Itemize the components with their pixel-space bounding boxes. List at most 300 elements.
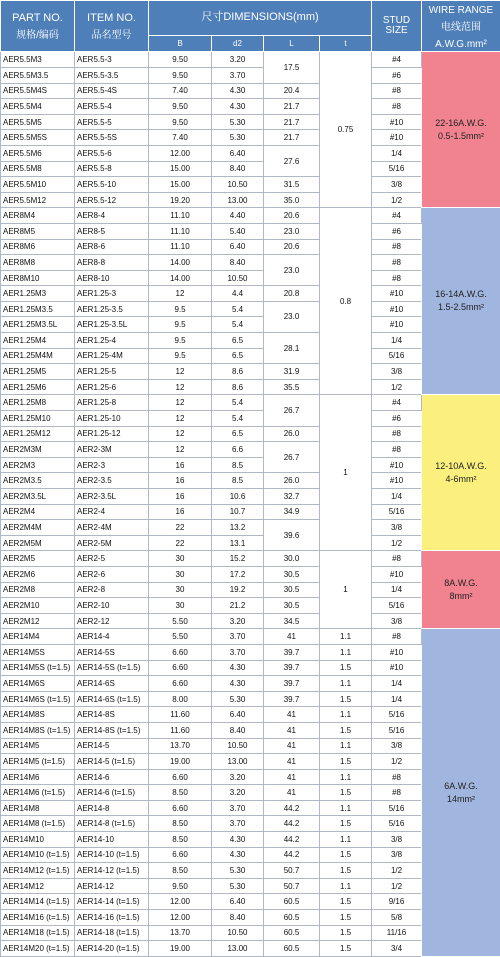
t-cell: 1: [320, 395, 372, 551]
item-no-cell: AER14-14 (t=1.5): [75, 894, 149, 910]
part-no-cell: AER8M5: [1, 223, 75, 239]
stud-size-cell: #10: [372, 286, 422, 302]
part-no-cell: AER2M4M: [1, 520, 75, 536]
b-cell: 9.50: [149, 99, 212, 115]
header-t: t: [320, 36, 372, 52]
l-cell: 20.6: [264, 208, 320, 224]
wire-range-cell: [422, 208, 500, 395]
part-no-cell: AER1.25M10: [1, 411, 75, 427]
part-no-cell: AER14M20 (t=1.5): [1, 941, 75, 957]
stud-size-cell: 1/4: [372, 145, 422, 161]
item-no-cell: AER1.25-8: [75, 395, 149, 411]
stud-size-cell: 1/2: [372, 863, 422, 879]
l-cell: 23.0: [264, 255, 320, 286]
wire-mm2: 0.5-1.5mm²: [422, 130, 500, 143]
l-cell: 41: [264, 754, 320, 770]
wire-awg: 16-14A.W.G.: [422, 288, 500, 301]
l-cell: 35.0: [264, 192, 320, 208]
item-no-cell: AER14-6 (t=1.5): [75, 785, 149, 801]
d2-cell: 5.4: [212, 411, 264, 427]
l-cell: 20.4: [264, 83, 320, 99]
stud-size-cell: 5/16: [372, 504, 422, 520]
part-no-cell: AER14M6: [1, 769, 75, 785]
l-cell: 31.9: [264, 364, 320, 380]
l-cell: 35.5: [264, 379, 320, 395]
l-cell: 31.5: [264, 177, 320, 193]
b-cell: 16: [149, 504, 212, 520]
stud-size-cell: #8: [372, 270, 422, 286]
item-no-cell: AER1.25-12: [75, 426, 149, 442]
part-no-cell: AER2M10: [1, 598, 75, 614]
b-cell: 16: [149, 457, 212, 473]
t-cell: 1.5: [320, 816, 372, 832]
item-no-cell: AER14-5 (t=1.5): [75, 754, 149, 770]
part-no-cell: AER14M4: [1, 629, 75, 645]
d2-cell: 3.20: [212, 52, 264, 68]
t-cell: 1.1: [320, 878, 372, 894]
part-no-cell: AER8M8: [1, 255, 75, 271]
d2-cell: 13.2: [212, 520, 264, 536]
part-no-cell: AER2M5: [1, 551, 75, 567]
d2-cell: 5.30: [212, 863, 264, 879]
l-cell: 60.5: [264, 941, 320, 957]
b-cell: 6.60: [149, 800, 212, 816]
b-cell: 9.5: [149, 333, 212, 349]
b-cell: 12: [149, 395, 212, 411]
wire-awg: 22-16A.W.G.: [422, 117, 500, 130]
stud-size-cell: 1/4: [372, 582, 422, 598]
t-cell: 1.5: [320, 785, 372, 801]
stud-size-cell: 11/16: [372, 925, 422, 941]
stud-size-cell: #8: [372, 99, 422, 115]
d2-cell: 4.30: [212, 847, 264, 863]
item-no-cell: AER5.5-10: [75, 177, 149, 193]
stud-size-cell: 1/2: [372, 878, 422, 894]
item-no-cell: AER5.5-5: [75, 114, 149, 130]
wire-mm2: 8mm²: [422, 590, 500, 603]
l-cell: 30.5: [264, 598, 320, 614]
b-cell: 8.50: [149, 816, 212, 832]
b-cell: 12: [149, 411, 212, 427]
wire-range-cell: [422, 52, 500, 208]
part-no-cell: AER14M6 (t=1.5): [1, 785, 75, 801]
b-cell: 12: [149, 364, 212, 380]
part-no-cell: AER14M5S (t=1.5): [1, 660, 75, 676]
d2-cell: 13.00: [212, 941, 264, 957]
item-no-cell: AER2-5M: [75, 535, 149, 551]
stud-size-cell: 1/2: [372, 754, 422, 770]
d2-cell: 5.30: [212, 691, 264, 707]
l-cell: 34.5: [264, 613, 320, 629]
item-no-cell: AER14-5S (t=1.5): [75, 660, 149, 676]
table-row: [1, 208, 500, 224]
b-cell: 11.60: [149, 707, 212, 723]
l-cell: 20.8: [264, 286, 320, 302]
item-no-cell: AER1.25-3.5L: [75, 317, 149, 333]
stud-size-cell: 5/16: [372, 816, 422, 832]
d2-cell: 10.50: [212, 925, 264, 941]
b-cell: 9.5: [149, 348, 212, 364]
part-no-cell: AER14M5 (t=1.5): [1, 754, 75, 770]
part-no-cell: AER5.5M8: [1, 161, 75, 177]
item-no-cell: AER1.25-10: [75, 411, 149, 427]
item-no-cell: AER5.5-4S: [75, 83, 149, 99]
wire-awg: 12-10A.W.G.: [422, 460, 500, 473]
d2-cell: 13.00: [212, 754, 264, 770]
d2-cell: 5.4: [212, 317, 264, 333]
d2-cell: 8.5: [212, 457, 264, 473]
part-no-cell: AER5.5M3.5: [1, 67, 75, 83]
item-no-cell: AER2-3.5L: [75, 489, 149, 505]
d2-cell: 6.40: [212, 239, 264, 255]
l-cell: 39.7: [264, 644, 320, 660]
stud-size-cell: 5/16: [372, 598, 422, 614]
item-no-cell: AER5.5-5S: [75, 130, 149, 146]
d2-cell: 3.20: [212, 613, 264, 629]
l-cell: 50.7: [264, 878, 320, 894]
l-cell: 60.5: [264, 925, 320, 941]
d2-cell: 3.70: [212, 816, 264, 832]
b-cell: 9.5: [149, 317, 212, 333]
b-cell: 12: [149, 379, 212, 395]
d2-cell: 17.2: [212, 566, 264, 582]
stud-size-cell: #10: [372, 457, 422, 473]
l-cell: 26.0: [264, 473, 320, 489]
d2-cell: 4.30: [212, 99, 264, 115]
l-cell: 44.2: [264, 847, 320, 863]
b-cell: 9.50: [149, 52, 212, 68]
l-cell: 41: [264, 785, 320, 801]
item-no-cell: AER14-5S: [75, 644, 149, 660]
d2-cell: 5.30: [212, 114, 264, 130]
stud-size-cell: 1/4: [372, 489, 422, 505]
l-cell: 44.2: [264, 800, 320, 816]
header-wire-range: WIRE RANGE 电线范围 A.W.G.mm²: [422, 1, 500, 52]
part-no-cell: AER14M6S (t=1.5): [1, 691, 75, 707]
d2-cell: 6.5: [212, 348, 264, 364]
part-no-cell: AER14M8S: [1, 707, 75, 723]
part-no-cell: AER2M3.5L: [1, 489, 75, 505]
d2-cell: 3.70: [212, 67, 264, 83]
stud-size-cell: 1/2: [372, 192, 422, 208]
stud-size-cell: #8: [372, 83, 422, 99]
item-no-cell: AER8-10: [75, 270, 149, 286]
t-cell: 1.1: [320, 676, 372, 692]
stud-size-cell: #4: [372, 395, 422, 411]
d2-cell: 10.7: [212, 504, 264, 520]
stud-size-cell: 5/16: [372, 161, 422, 177]
d2-cell: 10.50: [212, 177, 264, 193]
d2-cell: 8.5: [212, 473, 264, 489]
part-no-cell: AER1.25M3.5L: [1, 317, 75, 333]
b-cell: 9.5: [149, 301, 212, 317]
t-cell: 1.5: [320, 722, 372, 738]
stud-size-cell: 5/8: [372, 910, 422, 926]
t-cell: 1.5: [320, 863, 372, 879]
stud-size-cell: 1/4: [372, 676, 422, 692]
part-no-cell: AER2M3M: [1, 442, 75, 458]
b-cell: 9.50: [149, 67, 212, 83]
stud-size-cell: 5/16: [372, 707, 422, 723]
t-cell: 1.1: [320, 800, 372, 816]
stud-size-cell: #8: [372, 785, 422, 801]
stud-size-cell: #6: [372, 223, 422, 239]
d2-cell: 8.40: [212, 722, 264, 738]
b-cell: 19.00: [149, 941, 212, 957]
t-cell: 0.8: [320, 208, 372, 395]
item-no-cell: AER8-5: [75, 223, 149, 239]
item-no-cell: AER5.5-8: [75, 161, 149, 177]
t-cell: 1: [320, 551, 372, 629]
b-cell: 16: [149, 473, 212, 489]
d2-cell: 21.2: [212, 598, 264, 614]
l-cell: 44.2: [264, 816, 320, 832]
item-no-cell: AER1.25-4M: [75, 348, 149, 364]
b-cell: 15.00: [149, 161, 212, 177]
b-cell: 13.70: [149, 738, 212, 754]
part-no-cell: AER14M8S (t=1.5): [1, 722, 75, 738]
item-no-cell: AER14-4: [75, 629, 149, 645]
stud-size-cell: 1/4: [372, 691, 422, 707]
stud-size-cell: #8: [372, 442, 422, 458]
b-cell: 11.10: [149, 223, 212, 239]
table-body: [1, 52, 500, 956]
item-no-cell: AER5.5-4: [75, 99, 149, 115]
b-cell: 8.50: [149, 832, 212, 848]
l-cell: 60.5: [264, 894, 320, 910]
stud-size-cell: #4: [372, 52, 422, 68]
l-cell: 26.7: [264, 442, 320, 473]
header-d2: d2: [212, 36, 264, 52]
l-cell: 21.7: [264, 130, 320, 146]
d2-cell: 15.2: [212, 551, 264, 567]
l-cell: 44.2: [264, 832, 320, 848]
stud-size-cell: #8: [372, 629, 422, 645]
l-cell: 17.5: [264, 52, 320, 83]
item-no-cell: AER2-12: [75, 613, 149, 629]
b-cell: 14.00: [149, 270, 212, 286]
item-no-cell: AER14-18 (t=1.5): [75, 925, 149, 941]
part-no-cell: AER1.25M5: [1, 364, 75, 380]
l-cell: 41: [264, 629, 320, 645]
d2-cell: 5.40: [212, 223, 264, 239]
stud-size-cell: 3/8: [372, 520, 422, 536]
item-no-cell: AER5.5-6: [75, 145, 149, 161]
header-l: L: [264, 36, 320, 52]
d2-cell: 3.20: [212, 769, 264, 785]
part-no-cell: AER2M4: [1, 504, 75, 520]
item-no-cell: AER2-3.5: [75, 473, 149, 489]
header-b: B: [149, 36, 212, 52]
b-cell: 15.00: [149, 177, 212, 193]
b-cell: 5.50: [149, 629, 212, 645]
header-part-no: PART NO. 规格/编码: [1, 1, 75, 52]
l-cell: 26.0: [264, 426, 320, 442]
part-no-cell: AER14M16 (t=1.5): [1, 910, 75, 926]
part-no-cell: AER2M3: [1, 457, 75, 473]
item-no-cell: AER8-8: [75, 255, 149, 271]
b-cell: 6.60: [149, 660, 212, 676]
b-cell: 12: [149, 286, 212, 302]
part-no-cell: AER5.5M5S: [1, 130, 75, 146]
item-no-cell: AER14-6: [75, 769, 149, 785]
l-cell: 34.9: [264, 504, 320, 520]
wire-range-cell: [422, 395, 500, 551]
d2-cell: 13.00: [212, 192, 264, 208]
b-cell: 22: [149, 520, 212, 536]
l-cell: 23.0: [264, 301, 320, 332]
d2-cell: 4.40: [212, 208, 264, 224]
t-cell: 0.75: [320, 52, 372, 208]
part-no-cell: AER14M5S: [1, 644, 75, 660]
b-cell: 12: [149, 426, 212, 442]
stud-size-cell: 3/8: [372, 832, 422, 848]
stud-size-cell: 1/4: [372, 333, 422, 349]
t-cell: 1.1: [320, 769, 372, 785]
wire-range-cell: [422, 629, 500, 956]
wire-range-cell: [422, 551, 500, 629]
stud-size-cell: 3/8: [372, 613, 422, 629]
t-cell: 1.1: [320, 644, 372, 660]
part-no-cell: AER5.5M6: [1, 145, 75, 161]
l-cell: 50.7: [264, 863, 320, 879]
d2-cell: 4.30: [212, 832, 264, 848]
part-no-cell: AER1.25M12: [1, 426, 75, 442]
l-cell: 30.5: [264, 566, 320, 582]
t-cell: 1.5: [320, 925, 372, 941]
part-no-cell: AER14M12: [1, 878, 75, 894]
stud-size-cell: 3/8: [372, 177, 422, 193]
part-no-cell: AER2M3.5: [1, 473, 75, 489]
l-cell: 28.1: [264, 333, 320, 364]
wire-awg: 6A.W.G.: [422, 780, 500, 793]
item-no-cell: AER2-10: [75, 598, 149, 614]
l-cell: 27.6: [264, 145, 320, 176]
d2-cell: 5.30: [212, 130, 264, 146]
d2-cell: 5.30: [212, 878, 264, 894]
d2-cell: 8.6: [212, 379, 264, 395]
d2-cell: 6.5: [212, 426, 264, 442]
l-cell: 26.7: [264, 395, 320, 426]
table-row: [1, 629, 500, 645]
d2-cell: 4.30: [212, 83, 264, 99]
item-no-cell: AER14-8S: [75, 707, 149, 723]
l-cell: 30.0: [264, 551, 320, 567]
part-no-cell: AER5.5M3: [1, 52, 75, 68]
header-dimensions: 尺寸DIMENSIONS(mm): [149, 1, 372, 36]
b-cell: 5.50: [149, 613, 212, 629]
b-cell: 19.00: [149, 754, 212, 770]
d2-cell: 19.2: [212, 582, 264, 598]
b-cell: 9.50: [149, 114, 212, 130]
stud-size-cell: 3/8: [372, 364, 422, 380]
d2-cell: 10.6: [212, 489, 264, 505]
d2-cell: 6.6: [212, 442, 264, 458]
b-cell: 6.60: [149, 847, 212, 863]
stud-size-cell: 1/2: [372, 535, 422, 551]
t-cell: 1.1: [320, 738, 372, 754]
d2-cell: 3.70: [212, 629, 264, 645]
table-row: [1, 395, 500, 411]
stud-size-cell: #8: [372, 551, 422, 567]
part-no-cell: AER5.5M4: [1, 99, 75, 115]
header-stud-size: STUD SIZE: [372, 1, 422, 52]
l-cell: 32.7: [264, 489, 320, 505]
d2-cell: 8.6: [212, 364, 264, 380]
part-no-cell: AER14M8: [1, 800, 75, 816]
item-no-cell: AER14-5: [75, 738, 149, 754]
t-cell: 1.1: [320, 832, 372, 848]
item-no-cell: AER14-10 (t=1.5): [75, 847, 149, 863]
item-no-cell: AER14-20 (t=1.5): [75, 941, 149, 957]
item-no-cell: AER2-5: [75, 551, 149, 567]
item-no-cell: AER14-16 (t=1.5): [75, 910, 149, 926]
d2-cell: 6.5: [212, 333, 264, 349]
b-cell: 12.00: [149, 910, 212, 926]
l-cell: 20.6: [264, 239, 320, 255]
part-no-cell: AER14M5: [1, 738, 75, 754]
b-cell: 13.70: [149, 925, 212, 941]
part-no-cell: AER14M10 (t=1.5): [1, 847, 75, 863]
stud-size-cell: #10: [372, 644, 422, 660]
part-no-cell: AER1.25M8: [1, 395, 75, 411]
stud-size-cell: #10: [372, 660, 422, 676]
l-cell: 23.0: [264, 223, 320, 239]
wire-awg: 8A.W.G.: [422, 577, 500, 590]
b-cell: 11.60: [149, 722, 212, 738]
t-cell: 1.5: [320, 660, 372, 676]
b-cell: 30: [149, 551, 212, 567]
item-no-cell: AER14-12 (t=1.5): [75, 863, 149, 879]
l-cell: 21.7: [264, 99, 320, 115]
item-no-cell: AER2-8: [75, 582, 149, 598]
b-cell: 22: [149, 535, 212, 551]
part-no-cell: AER8M10: [1, 270, 75, 286]
b-cell: 6.60: [149, 644, 212, 660]
part-no-cell: AER8M4: [1, 208, 75, 224]
table-row: [1, 551, 500, 567]
d2-cell: 4.30: [212, 660, 264, 676]
t-cell: 1.5: [320, 910, 372, 926]
wire-mm2: 14mm²: [422, 793, 500, 806]
item-no-cell: AER1.25-3.5: [75, 301, 149, 317]
l-cell: 39.7: [264, 676, 320, 692]
part-no-cell: AER5.5M5: [1, 114, 75, 130]
stud-size-cell: #4: [372, 208, 422, 224]
item-no-cell: AER14-8: [75, 800, 149, 816]
b-cell: 8.50: [149, 863, 212, 879]
item-no-cell: AER14-6S (t=1.5): [75, 691, 149, 707]
l-cell: 41: [264, 738, 320, 754]
item-no-cell: AER5.5-3: [75, 52, 149, 68]
part-no-cell: AER14M12 (t=1.5): [1, 863, 75, 879]
b-cell: 8.50: [149, 785, 212, 801]
b-cell: 12.00: [149, 894, 212, 910]
wire-mm2: 4-6mm²: [422, 473, 500, 486]
t-cell: 1.5: [320, 847, 372, 863]
d2-cell: 3.20: [212, 785, 264, 801]
part-no-cell: AER14M10: [1, 832, 75, 848]
b-cell: 6.60: [149, 769, 212, 785]
b-cell: 30: [149, 582, 212, 598]
part-no-cell: AER5.5M12: [1, 192, 75, 208]
header-item-no: ITEM NO. 品名型号: [75, 1, 149, 52]
part-no-cell: AER1.25M4: [1, 333, 75, 349]
b-cell: 9.50: [149, 878, 212, 894]
d2-cell: 6.40: [212, 707, 264, 723]
item-no-cell: AER8-4: [75, 208, 149, 224]
item-no-cell: AER1.25-3: [75, 286, 149, 302]
